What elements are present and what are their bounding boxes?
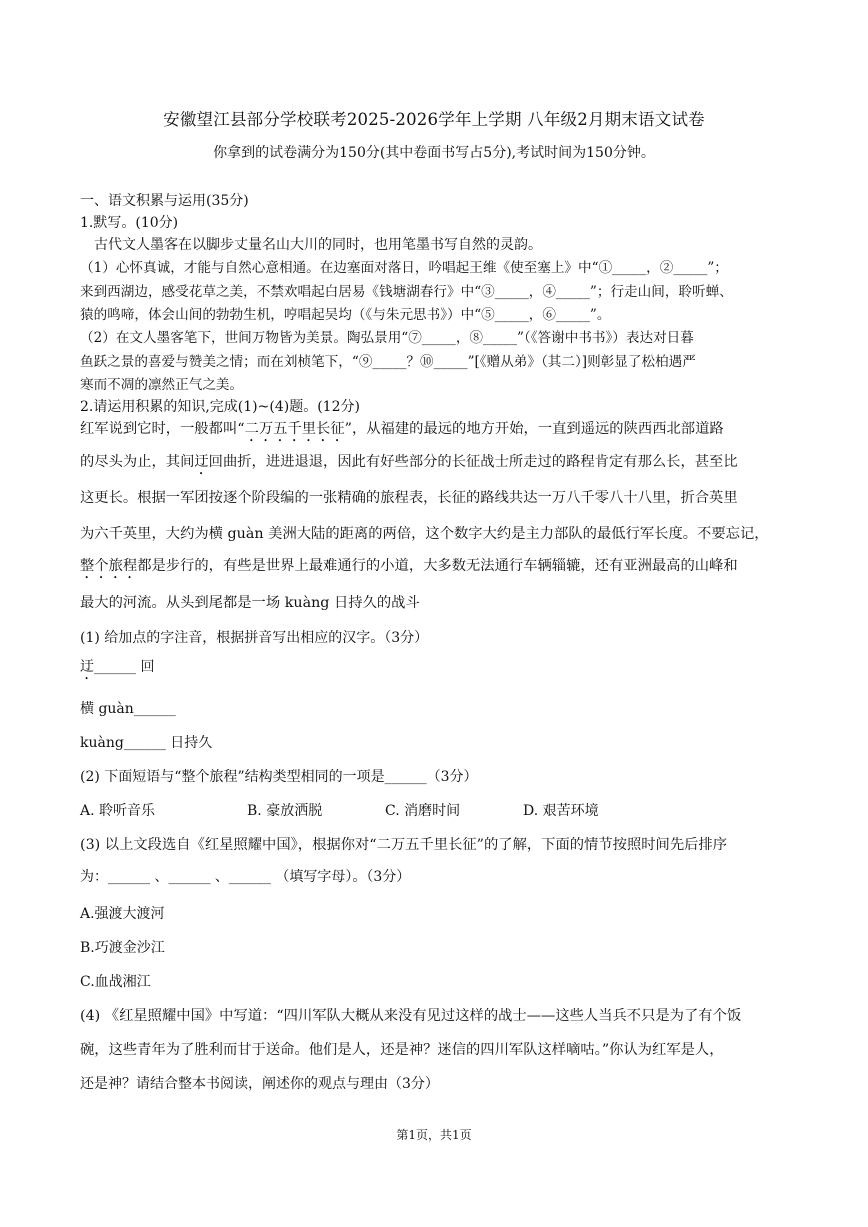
passage-line-6: 最大的河流。从头到尾都是一场 kuàng 日持久的战斗 xyxy=(80,595,420,611)
answer-blank: ______ 回 xyxy=(94,659,155,675)
event-option-b: B.巧渡金沙江 xyxy=(80,940,165,956)
passage-text: 回曲折，进进退退，因此有好些部分的长征战士所走过的路程肯定有那么长，甚至比 xyxy=(208,454,738,470)
dotted-char: 迂 xyxy=(194,454,209,470)
question-1-intro: 古代文人墨客在以脚步丈量名山大川的同时，也用笔墨书写自然的灵韵。 xyxy=(94,237,542,253)
sub-question-4-line1: (4) 《红星照耀中国》中写道：“四川军队大概从来没有见过这样的战士——这些人当兵不只是为了有个饭 xyxy=(80,1008,742,1024)
option-d: D. 艰苦环境 xyxy=(523,803,599,819)
q1-part1-line1: （1）心怀真诚，才能与自然心意相通。在边塞面对落日，吟唱起王维《使至塞上》中“①_____，②_____”； xyxy=(80,260,728,276)
exam-title: 安徽望江县部分学校联考2025-2026学年上学期 八年级2月期末语文试卷 xyxy=(163,110,705,129)
sub-question-1-item-a xyxy=(80,656,800,683)
sub-question-1-item-c: kuàng______ 日持久 xyxy=(80,735,213,751)
option-a: A. 聆听音乐 xyxy=(80,803,156,819)
passage-line-4: 为六千英里，大约为横 guàn 美洲大陆的距离的两倍，这个数字大约是主力部队的最低行军长度。不要忘记， xyxy=(80,526,769,542)
question-2-label: 2.请运用积累的知识,完成(1)~(4)题。(12分) xyxy=(80,399,360,415)
dotted-term: 整个旅程 xyxy=(80,558,138,574)
question-1-label: 1.默写。(10分) xyxy=(80,215,179,231)
sub-question-1-prompt: (1) 给加点的字注音，根据拼音写出相应的汉字。（3分） xyxy=(80,630,429,646)
q1-part1-line2: 来到西湖边，感受花草之美，不禁欢唱起白居易《钱塘湖春行》中“③_____，④_____”；行走山间，聆听蝉、 xyxy=(80,284,733,300)
sub-question-2-prompt: (2) 下面短语与“整个旅程”结构类型相同的一项是______（3分） xyxy=(80,769,478,785)
section-heading: 一、语文积累与运用(35分) xyxy=(80,193,249,209)
sub-question-3-line1: (3) 以上文段选自《红星照耀中国》，根据你对“二万五千里长征”的了解，下面的情节按照时间先后排序 xyxy=(80,837,728,853)
option-c: C. 消磨时间 xyxy=(385,803,461,819)
dotted-char: 迂 xyxy=(80,659,94,675)
passage-text: 都是步行的，有些是世界上最难通行的小道，大多数无法通行车辆辎辘，还有亚洲最高的山峰和 xyxy=(137,558,738,574)
exam-subtitle: 你拿到的试卷满分为150分(其中卷面书写占5分),考试时间为150分钟。 xyxy=(213,145,655,161)
passage-line-3: 这更长。根据一军团按逐个阶段编的一张精确的旅程表，长征的路线共达一万八千零八十八里，折合英里 xyxy=(80,490,738,506)
q1-part2-line1: （2）在文人墨客笔下，世间万物皆为美景。陶弘景用“⑦_____，⑧_____”（《答谢中书书》）表达对日暮 xyxy=(80,330,694,346)
event-option-c: C.血战湘江 xyxy=(80,974,151,990)
q1-part2-line2: 鱼跃之景的喜爱与赞美之情；而在刘桢笔下，“⑨_____？⑩_____”[《赠从弟》（其二）]则彰显了松柏遇严 xyxy=(80,354,696,370)
option-b: B. 豪放洒脱 xyxy=(247,803,323,819)
event-option-a: A.强渡大渡河 xyxy=(80,906,165,922)
page-footer: 第1页，共1页 xyxy=(396,1128,472,1142)
passage-text: 的尽头为止，其间 xyxy=(80,454,195,470)
passage-line-1 xyxy=(80,418,800,445)
sub-question-1-item-b: 横 guàn______ xyxy=(80,701,176,717)
sub-question-4-line3: 还是神？请结合整本书阅读，阐述你的观点与理由（3分） xyxy=(80,1076,439,1092)
q1-part2-line3: 寒而不凋的凛然正气之美。 xyxy=(80,377,244,393)
passage-line-2 xyxy=(80,451,800,478)
passage-line-5 xyxy=(80,555,800,582)
dotted-term: 二万五千里长征 xyxy=(244,421,345,437)
passage-text: ”，从福建的最远的地方开始，一直到遥远的陕西西北部道路 xyxy=(344,421,724,437)
q1-part1-line3: 猿的鸣啼，体会山间的勃勃生机，哼唱起吴均（《与朱元思书》）中“⑤_____，⑥_____”。 xyxy=(80,307,611,323)
sub-question-3-line2: 为：______ 、______ 、______ （填写字母）。（3分） xyxy=(80,869,411,885)
passage-text: 红军说到它时，一般都叫“ xyxy=(80,421,245,437)
sub-question-4-line2: 碗，这些青年为了胜利而甘于送命。他们是人，还是神？迷信的四川军队这样嘀咕。”你认为红军是人， xyxy=(80,1042,724,1058)
